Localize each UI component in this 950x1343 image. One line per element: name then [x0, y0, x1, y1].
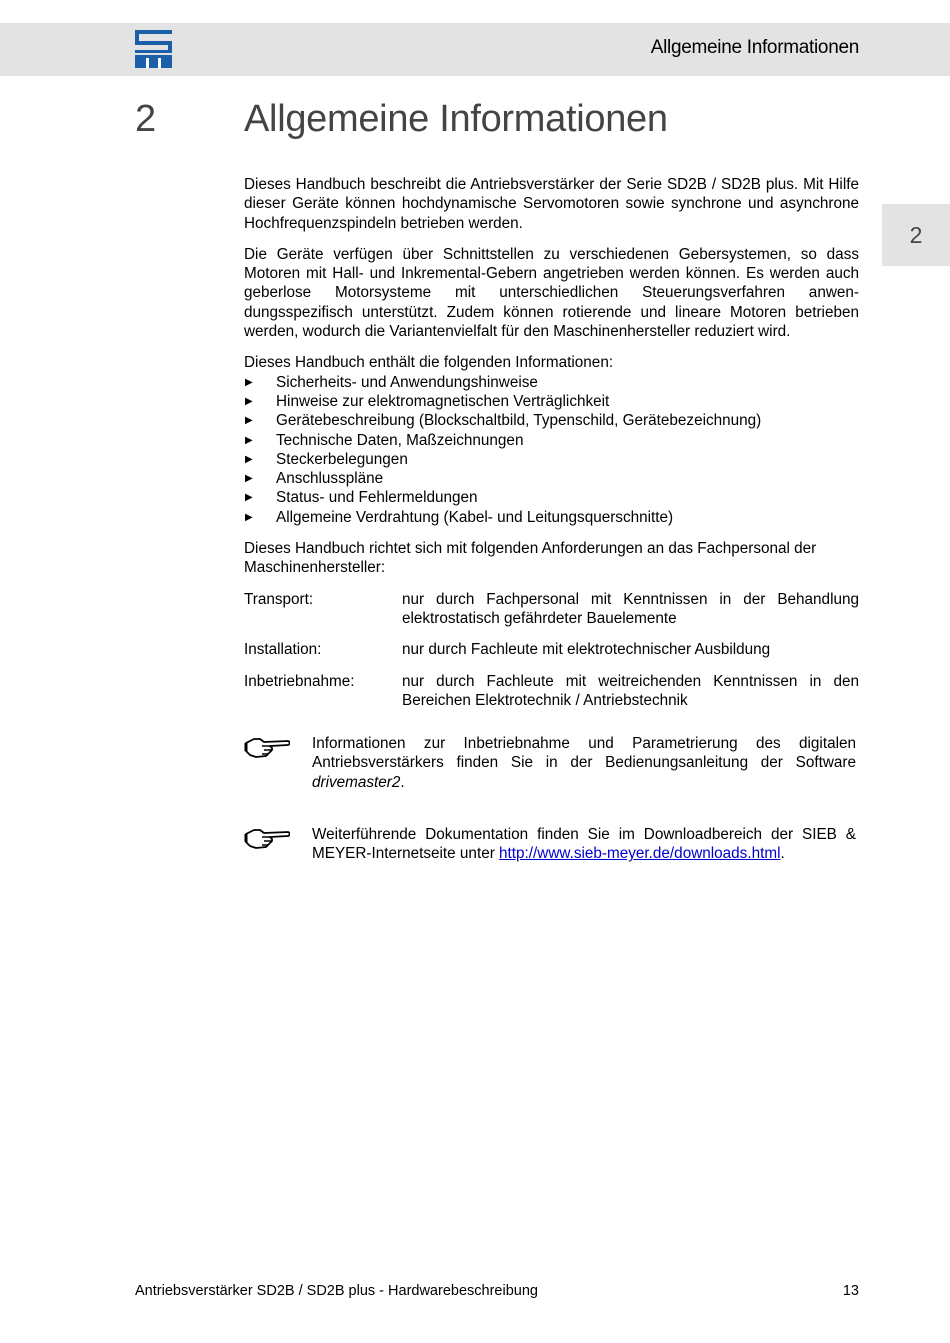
requirement-text: nur durch Fachleute mit elektrotechnischer Ausbildung — [402, 641, 771, 659]
download-link[interactable]: http://www.sieb-meyer.de/downloads.html — [499, 845, 781, 863]
list-item: ▶ Allgemeine Verdrahtung (Kabel- und Leitungsquerschnitte) — [245, 508, 674, 526]
note-download — [244, 825, 859, 864]
contents-intro: Dieses Handbuch enthält die folgenden Informationen: — [244, 354, 614, 372]
main-content — [244, 175, 859, 864]
bullet-icon: ▶ — [245, 492, 253, 504]
requirement-row-transport — [244, 590, 859, 629]
list-item: ▶ Gerätebeschreibung (Blockschaltbild, Typenschild, Gerätebezeichnung) — [245, 412, 762, 430]
list-item: ▶ Hinweise zur elektromagnetischen Verträglichkeit — [245, 392, 610, 410]
chapter-number: 2 — [135, 98, 157, 140]
requirement-row-installation — [244, 640, 859, 659]
bullet-icon: ▶ — [245, 511, 253, 523]
side-tab-label: 2 — [909, 221, 923, 248]
list-item: ▶ Status- und Fehlermeldungen — [245, 489, 478, 507]
list-item: ▶ Technische Daten, Maßzeichnungen — [245, 431, 524, 449]
requirement-text: nur durch Fachleute mit weitreichenden Kenntnissen in den Bereichen Elektrotechnik / Antriebstechnik — [402, 672, 859, 709]
chapter-side-tab — [882, 204, 950, 266]
list-item: ▶ Anschlusspläne — [245, 470, 384, 488]
requirement-label: Transport: — [244, 590, 314, 608]
interfaces-paragraph: Die Geräte verfügen über Schnittstellen zu verschiedenen Gebersystemen, so dass Motoren mit Hall- und Inkremental-Gebern angetrieben werden können. Es werden auch geberlose Motorsysteme mit unterschiedlichen Steuerungsverfahren anwendungsspezifisch unterstützt. Zudem können rotierende und lineare Motoren betrieben werden, wodurch die Variantenvielfalt für den Maschinenhersteller reduziert wird. — [244, 245, 859, 341]
chapter-title: Allgemeine Informationen — [244, 98, 668, 140]
bullet-icon: ▶ — [245, 434, 253, 446]
requirement-text: nur durch Fachpersonal mit Kenntnissen in der Behandlung elektrostatisch gefährdeter Bauelemente — [402, 590, 859, 627]
software-name: drivemaster2 — [312, 773, 401, 791]
bullet-icon: ▶ — [245, 376, 253, 388]
note-text: Weiterführende Dokumentation finden Sie im Downloadbereich der SIEB & MEYER-Internetseite unter http://www.sieb-meyer.de/downloads.html. — [312, 826, 856, 863]
note-drivemaster — [244, 734, 859, 792]
requirement-row-commissioning — [244, 672, 859, 711]
bullet-icon: ▶ — [245, 473, 253, 485]
requirement-label: Installation: — [244, 641, 322, 659]
pointing-hand-icon — [244, 825, 312, 864]
requirement-label: Inbetriebnahme: — [244, 672, 355, 690]
sieb-meyer-logo — [135, 30, 172, 68]
intro-paragraph: Dieses Handbuch beschreibt die Antriebsverstärker der Serie SD2B / SD2B plus. Mit Hilfe dieser Geräte können hochdynamische Servomotoren sowie synchrone und asynchrone Hochfrequenzspindeln betrieben werden. — [244, 176, 859, 232]
bullet-icon: ▶ — [245, 395, 253, 407]
requirements-intro: Dieses Handbuch richtet sich mit folgenden Anforderungen an das Fachpersonal der Maschinenhersteller: — [244, 540, 817, 577]
header-title: Allgemeine Informationen — [650, 37, 859, 58]
page-number: 13 — [842, 1283, 859, 1299]
bullet-icon: ▶ — [245, 453, 253, 465]
list-item: ▶ Steckerbelegungen — [245, 450, 408, 468]
pointing-hand-icon — [244, 734, 312, 792]
note-text: Informationen zur Inbetriebnahme und Parametrierung des digitalen Antriebsverstärkers finden Sie in der Bedienungsanleitung der Software drivemaster2. — [312, 735, 856, 791]
footer-document-title: Antriebsverstärker SD2B / SD2B plus - Hardwarebeschreibung — [135, 1283, 538, 1299]
contents-list — [244, 373, 859, 527]
list-item: ▶ Sicherheits- und Anwendungshinweise — [245, 373, 538, 391]
bullet-icon: ▶ — [245, 415, 253, 427]
